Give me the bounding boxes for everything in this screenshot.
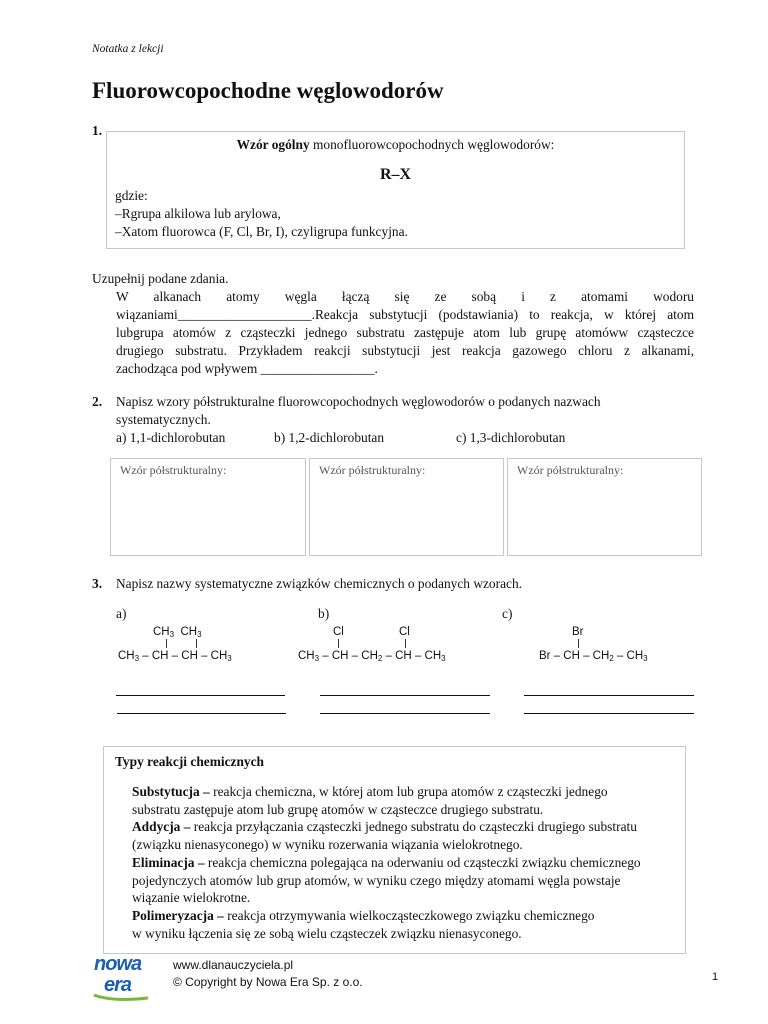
q3-text: Napisz nazwy systematyczne związków chemicznych o podanych wzorach.: [116, 576, 523, 591]
para-line[interactable]: wiązaniami____________________.Reakcja substytucji (podstawiania) to reakcja, w której atom: [116, 307, 694, 322]
q2-text: systematycznych.: [116, 412, 211, 427]
q2-option-a: a) 1,1-dichlorobutan: [116, 430, 226, 445]
para-line: W alkanach atomy węgla łączą się ze sobą i z atomami wodoru: [116, 289, 694, 304]
page-title: Fluorowcopochodne węglowodorów: [92, 78, 444, 103]
footer-url[interactable]: www.dlanauczyciela.pl: [173, 958, 294, 972]
answer-line-c2[interactable]: [524, 713, 694, 714]
answer-box-b[interactable]: [309, 458, 504, 556]
definition-polimeryzacja: Polimeryzacja – reakcja otrzymywania wielkocząsteczkowego związku chemicznego w wyniku łączenia się ze sobą wielu cząsteczek związku nienasyconego.: [132, 907, 595, 941]
answer-box-c[interactable]: [507, 458, 702, 556]
definition-eliminacja: Eliminacja – reakcja chemiczna polegająca na oderwaniu od cząsteczki związku chemicznego pojedynczych atomów lub grup atomów, w wyniku czego między atomami węgla powstaje wiązanie wielokrotne.: [132, 854, 641, 906]
formula-box-heading: [107, 137, 684, 153]
para-line: lubgrupa atomów z cząsteczki jednego substratu zastępuje atom lub grupę atomóww cząsteczce: [116, 325, 694, 340]
para-line[interactable]: zachodząca pod wpływem _________________.: [116, 361, 378, 376]
logo-swoosh-icon: [92, 994, 154, 1002]
document-page: Notatka z lekcji Fluorowcopochodne węglowodorów 1. Wzór ogólny monofluorowcopochodnych węglowodorów: R–X gdzie: –Rgrupa alkilowa lub arylowa, –Xatom fluorowca (F, Cl, Br, I), czyligrupa funkcyjna. Uzupełnij podane zdania. W alkanach atomy węgla łączą się ze sobą i z atomami wodoru wiązaniami____________________.Reakcja substytucji (podstawiania) to reakcja, w której atom lubgrupa atomów z cząsteczki jednego substratu zastępuje atom lub grupę atomóww cząsteczce drugiego substratu. Przykładem reakcji substytucji jest reakcja gazowego chloru z alkanami, zachodząca pod wpływem _________________. 2. Napisz wzory półstrukturalne fluorowcopochodnych węglowodorów o podanych nazwach systematycznych. a) 1,1-dichlorobutan b) 1,2-dichlorobutan c) 1,3-dichlorobutan Wzór półstrukturalny: Wzór półstrukturalny: Wzór półstrukturalny: 3. Napisz nazwy systematyczne związków chemicznych o podanych wzorach. a) b) c) $CH_3$ $CH_3$ $CH_3$ – CH – CH – $CH_3$ Cl Cl $CH_3$ – CH – $CH_2$ – CH – $CH_3$ Br Br – CH – $CH_2 - CH_3$ Typy reakcji chemicznych Substytucja – reakcja chemiczna, w której atom lub grupa atomów z cząsteczki jednego substratu zastępuje atom lub grupę atomów w cząsteczce drugiego substratu. Addycja – reakcja przyłączania cząsteczki jednego substratu do cząsteczki drugiego substratu (związku nienasyconego) w wyniku rozerwania wiązania wielokrotnego. Eliminacja – reakcja chemiczna polegająca na oderwaniu od cząsteczki związku chemicznego pojedynczych atomów lub grup atomów, w wyniku czego między atomami węgla powstaje wiązanie wielokrotne. Polimeryzacja – reakcja otrzymywania wielkocząsteczkowego związku chemicznego w wyniku łączenia się ze sobą wielu cząsteczek związku nienasyconego. nowa era www.dlanauczyciela.pl © Copyright by Nowa Era Sp. z o.o. 1: [0, 0, 768, 1024]
heading-bold: Wzór ogólny: [236, 137, 310, 152]
reaction-types-box: [103, 746, 686, 954]
heading-rest: monofluorowcopochodnych węglowodorów:: [309, 137, 555, 152]
logo-word-era: era: [104, 974, 132, 996]
para-line: drugiego substratu. Przykładem reakcji substytucji jest reakcja gazowego chloru z alkanami,: [116, 343, 694, 358]
r-definition: –Rgrupa alkilowa lub arylowa,: [115, 206, 281, 221]
answer-line-b1[interactable]: [320, 695, 490, 696]
answer-line-b2[interactable]: [320, 713, 490, 714]
q2-option-c: c) 1,3-dichlorobutan: [456, 430, 566, 445]
answer-box-label: Wzór półstrukturalny:: [120, 463, 227, 477]
answer-line-a2[interactable]: [117, 713, 286, 714]
q3-label-c: c): [502, 606, 513, 621]
answer-box-a[interactable]: [110, 458, 306, 556]
q1-number: 1.: [92, 123, 103, 138]
q3-label-a: a): [116, 606, 127, 621]
footer-copyright: © Copyright by Nowa Era Sp. z o.o.: [173, 975, 363, 989]
nowa-era-logo: [92, 954, 154, 1000]
fill-instruction: Uzupełnij podane zdania.: [92, 271, 229, 286]
formula-box: [106, 131, 685, 249]
q2-text: Napisz wzory półstrukturalne fluorowcopochodnych węglowodorów o podanych nazwach: [116, 394, 601, 409]
answer-line-c1[interactable]: [524, 695, 694, 696]
q3-number: 3.: [92, 576, 103, 591]
x-definition: –Xatom fluorowca (F, Cl, Br, I), czyligrupa funkcyjna.: [115, 224, 408, 239]
q3-label-b: b): [318, 606, 330, 621]
reaction-types-title: Typy reakcji chemicznych: [115, 754, 265, 769]
page-number: 1: [712, 971, 719, 983]
q2-option-b: b) 1,2-dichlorobutan: [274, 430, 385, 445]
definition-substytucja: Substytucja – reakcja chemiczna, w której atom lub grupa atomów z cząsteczki jednego substratu zastępuje atom lub grupę atomów w cząsteczce drugiego substratu.: [132, 784, 608, 817]
q2-number: 2.: [92, 394, 103, 409]
definition-addycja: Addycja – reakcja przyłączania cząsteczki jednego substratu do cząsteczki drugiego substratu (związku nienasyconego) w wyniku rozerwania wiązania wielokrotnego.: [132, 819, 637, 853]
header-label: Notatka z lekcji: [92, 43, 164, 55]
answer-line-a1[interactable]: [116, 695, 285, 696]
logo-word-nowa: nowa: [94, 953, 142, 975]
general-formula: R–X: [379, 166, 412, 183]
where-label: gdzie:: [115, 188, 148, 203]
answer-box-label: Wzór półstrukturalny:: [319, 463, 426, 477]
answer-box-label: Wzór półstrukturalny:: [517, 463, 624, 477]
